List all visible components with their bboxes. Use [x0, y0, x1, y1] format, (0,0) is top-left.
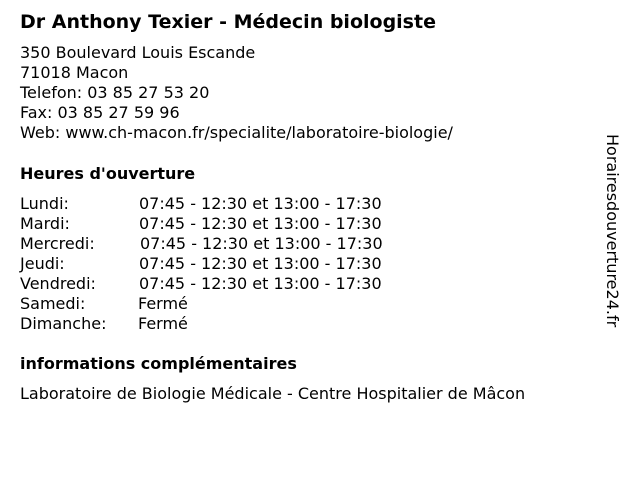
day-label: Vendredi: — [20, 274, 96, 293]
time-value: 07:45 - 12:30 et 13:00 - 17:30 — [139, 214, 382, 233]
time-value: 07:45 - 12:30 et 13:00 - 17:30 — [139, 194, 382, 213]
time-value: 07:45 - 12:30 et 13:00 - 17:30 — [139, 274, 382, 293]
address-block — [20, 43, 453, 143]
time-value: Fermé — [138, 314, 188, 333]
street-address: 350 Boulevard Louis Escande — [20, 43, 256, 62]
day-label: Mercredi: — [20, 234, 95, 253]
city: 71018 Macon — [20, 63, 129, 82]
time-value: Fermé — [138, 294, 188, 313]
time-value: 07:45 - 12:30 et 13:00 - 17:30 — [139, 254, 382, 273]
site-watermark: Horairesdouverture24.fr — [603, 134, 622, 328]
day-label: Samedi: — [20, 294, 86, 313]
hours-heading: Heures d'ouverture — [20, 164, 196, 183]
time-value: 07:45 - 12:30 et 13:00 - 17:30 — [140, 234, 383, 253]
day-label: Mardi: — [20, 214, 70, 233]
fax-number: Fax: 03 85 27 59 96 — [20, 103, 180, 122]
info-text: Laboratoire de Biologie Médicale - Centre Hospitalier de Mâcon — [20, 384, 526, 403]
day-label: Lundi: — [20, 194, 69, 213]
day-label: Dimanche: — [20, 314, 107, 333]
info-heading: informations complémentaires — [20, 354, 297, 373]
day-label: Jeudi: — [20, 254, 65, 273]
page-title: Dr Anthony Texier - Médecin biologiste — [20, 11, 436, 33]
website: Web: www.ch-macon.fr/specialite/laboratoire-biologie/ — [20, 123, 453, 142]
phone-number: Telefon: 03 85 27 53 20 — [20, 83, 210, 102]
